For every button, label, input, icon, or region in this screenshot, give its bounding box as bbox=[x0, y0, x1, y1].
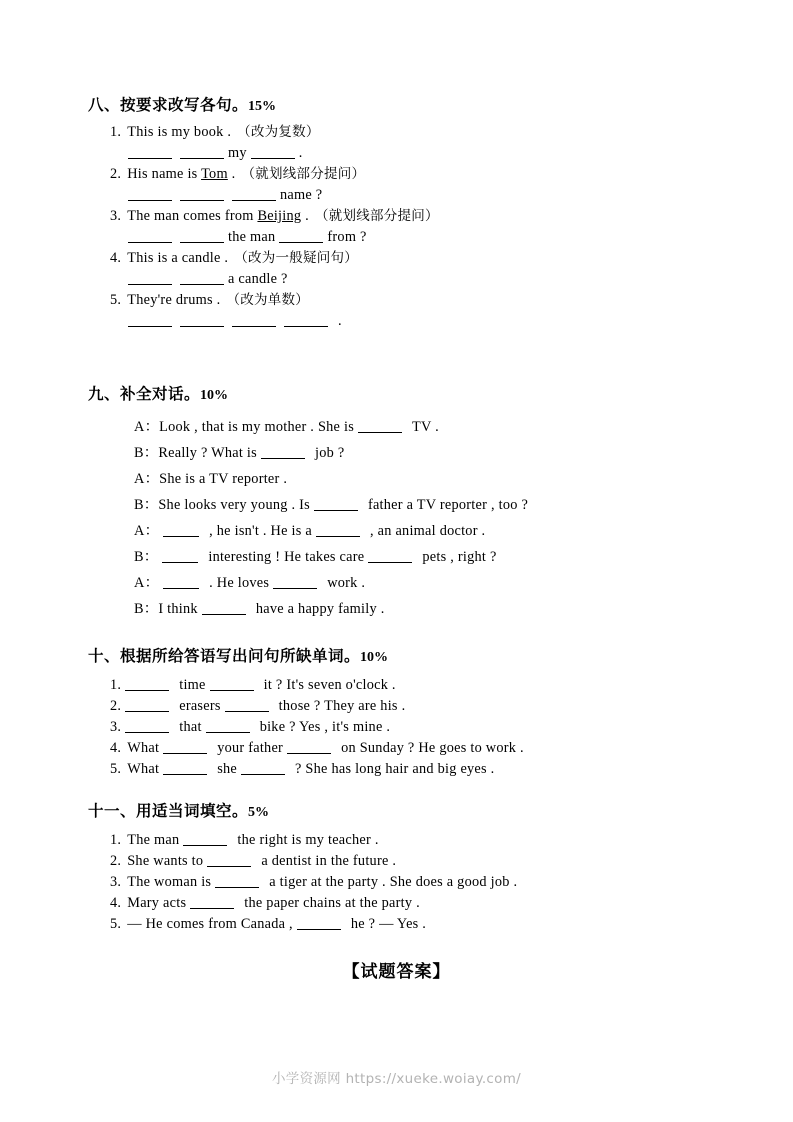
underlined-target: Tom bbox=[201, 165, 228, 182]
answer-fixed-text: from ? bbox=[327, 228, 367, 245]
answer-line bbox=[88, 227, 708, 248]
item-text-lead: The man bbox=[127, 831, 180, 848]
dialogue-line bbox=[88, 570, 708, 596]
section-eleven-title: 用适当词填空。 bbox=[136, 802, 249, 820]
section-ten-heading bbox=[88, 647, 708, 667]
item-number: 5. bbox=[110, 760, 122, 777]
section-ten-number: 十、 bbox=[88, 647, 121, 665]
item-text-tail: he ? — Yes . bbox=[350, 915, 427, 932]
answer-blank[interactable] bbox=[225, 699, 269, 712]
item-instruction: （就划线部分提问） bbox=[314, 207, 439, 224]
section-ten-items bbox=[88, 675, 708, 780]
item-number: 1. bbox=[110, 676, 122, 693]
answer-line bbox=[88, 269, 708, 290]
section-nine-heading bbox=[88, 385, 708, 405]
answer-blank[interactable] bbox=[368, 550, 412, 563]
section-ten-title: 根据所给答语写出问句所缺单词。 bbox=[120, 647, 361, 665]
section-eight-number: 八、 bbox=[88, 96, 121, 114]
section-ten bbox=[88, 647, 708, 780]
dialogue-speaker: A： bbox=[134, 470, 160, 487]
dialogue-speaker: B： bbox=[134, 600, 159, 617]
dialogue-text: interesting ! He takes care bbox=[208, 548, 365, 565]
question-item bbox=[88, 914, 708, 935]
section-eleven-heading bbox=[88, 802, 708, 822]
dialogue-speaker: B： bbox=[134, 496, 159, 513]
question-item bbox=[88, 738, 708, 759]
item-prompt-post: . bbox=[301, 207, 309, 224]
section-eight-title: 按要求改写各句。 bbox=[120, 96, 249, 114]
item-prompt: This is a candle . bbox=[127, 249, 229, 266]
answer-blank[interactable] bbox=[128, 272, 172, 285]
question-item bbox=[88, 717, 708, 738]
answer-blank[interactable] bbox=[215, 875, 259, 888]
item-prompt: His name is bbox=[127, 165, 202, 182]
answer-blank[interactable] bbox=[316, 524, 360, 537]
dialogue-text: Look , that is my mother . She is bbox=[159, 418, 355, 435]
section-nine-points: 10% bbox=[200, 388, 229, 403]
answer-blank[interactable] bbox=[128, 314, 172, 327]
question-item bbox=[88, 872, 708, 893]
item-text-lead: What bbox=[127, 739, 160, 756]
answer-blank[interactable] bbox=[180, 188, 224, 201]
answer-blank[interactable] bbox=[125, 699, 169, 712]
answer-line bbox=[88, 185, 708, 206]
item-text: that bbox=[179, 718, 202, 735]
item-number: 5. bbox=[110, 291, 122, 308]
item-number: 5. bbox=[110, 915, 122, 932]
item-text-tail: the paper chains at the party . bbox=[244, 894, 420, 911]
dialogue-text-tail: , an animal doctor . bbox=[370, 522, 486, 539]
answer-blank[interactable] bbox=[284, 314, 328, 327]
item-number: 3. bbox=[110, 207, 122, 224]
answer-blank[interactable] bbox=[128, 188, 172, 201]
answer-blank[interactable] bbox=[163, 762, 207, 775]
section-nine-dialogue bbox=[88, 414, 708, 622]
question-item bbox=[88, 122, 708, 143]
item-text-tail: it ? It's seven o'clock . bbox=[263, 676, 396, 693]
item-text-lead: Mary acts bbox=[127, 894, 187, 911]
answer-blank[interactable] bbox=[180, 314, 224, 327]
item-number: 4. bbox=[110, 894, 122, 911]
answer-blank[interactable] bbox=[202, 602, 246, 615]
question-item bbox=[88, 675, 708, 696]
item-number: 2. bbox=[110, 852, 122, 869]
answer-punct: . bbox=[338, 312, 342, 329]
question-item bbox=[88, 206, 708, 227]
dialogue-text-tail: work . bbox=[327, 574, 366, 591]
dialogue-text: . He loves bbox=[209, 574, 270, 591]
site-watermark: 小学资源网 https://xueke.woiay.com/ bbox=[271, 1071, 522, 1087]
question-item bbox=[88, 759, 708, 780]
item-text-lead: The woman is bbox=[127, 873, 212, 890]
underlined-target: Beijing bbox=[257, 207, 302, 224]
item-number: 3. bbox=[110, 718, 122, 735]
question-item bbox=[88, 851, 708, 872]
answer-blank[interactable] bbox=[279, 230, 323, 243]
answer-blank[interactable] bbox=[183, 833, 227, 846]
dialogue-line bbox=[88, 440, 708, 466]
question-item bbox=[88, 164, 708, 185]
answer-blank[interactable] bbox=[261, 446, 305, 459]
item-text-lead: What bbox=[127, 760, 160, 777]
answer-line bbox=[88, 143, 708, 164]
dialogue-text-tail: have a happy family . bbox=[255, 600, 385, 617]
answer-blank[interactable] bbox=[180, 230, 224, 243]
answer-blank[interactable] bbox=[287, 741, 331, 754]
dialogue-line bbox=[88, 596, 708, 622]
dialogue-line bbox=[88, 544, 708, 570]
answer-blank[interactable] bbox=[125, 678, 169, 691]
answer-blank[interactable] bbox=[180, 272, 224, 285]
dialogue-text: I think bbox=[158, 600, 198, 617]
item-prompt-post: . bbox=[227, 165, 236, 182]
answer-blank[interactable] bbox=[180, 146, 224, 159]
dialogue-speaker: A： bbox=[134, 522, 160, 539]
dialogue-line bbox=[88, 414, 708, 440]
dialogue-text-tail: father a TV reporter , too ? bbox=[367, 496, 529, 513]
dialogue-text-tail: pets , right ? bbox=[422, 548, 497, 565]
answer-blank[interactable] bbox=[210, 678, 254, 691]
answer-blank[interactable] bbox=[163, 741, 207, 754]
answer-blank[interactable] bbox=[297, 917, 341, 930]
question-item bbox=[88, 830, 708, 851]
question-item bbox=[88, 893, 708, 914]
answer-line bbox=[88, 311, 708, 332]
dialogue-speaker: A： bbox=[134, 418, 160, 435]
answer-blank[interactable] bbox=[241, 762, 285, 775]
answer-punct: . bbox=[298, 144, 303, 161]
item-number: 2. bbox=[110, 697, 122, 714]
section-eleven-items bbox=[88, 830, 708, 935]
item-instruction: （就划线部分提问） bbox=[241, 165, 366, 182]
answer-blank[interactable] bbox=[162, 550, 198, 563]
section-eleven bbox=[88, 802, 708, 935]
section-eight bbox=[88, 96, 708, 332]
question-item bbox=[88, 248, 708, 269]
item-text: time bbox=[179, 676, 206, 693]
item-number: 1. bbox=[110, 831, 122, 848]
item-text-tail: a tiger at the party . She does a good job . bbox=[269, 873, 518, 890]
item-instruction: （改为一般疑问句） bbox=[234, 249, 358, 266]
item-prompt: They're drums . bbox=[127, 291, 221, 308]
item-instruction: （改为单数） bbox=[226, 291, 310, 308]
item-text-tail: on Sunday ? He goes to work . bbox=[341, 739, 524, 756]
dialogue-text-tail: job ? bbox=[314, 444, 345, 461]
dialogue-text-tail: TV . bbox=[412, 418, 439, 435]
answer-blank[interactable] bbox=[163, 524, 199, 537]
answer-fixed-text: a candle ? bbox=[228, 270, 288, 287]
section-eight-points: 15% bbox=[248, 99, 277, 114]
item-text-lead: — He comes from Canada , bbox=[127, 915, 293, 932]
answer-blank[interactable] bbox=[232, 314, 276, 327]
dialogue-text: She looks very young . Is bbox=[158, 496, 310, 513]
answer-blank[interactable] bbox=[232, 188, 276, 201]
answer-blank[interactable] bbox=[163, 576, 199, 589]
answer-fixed-text: my bbox=[228, 144, 247, 161]
item-prompt: This is my book . bbox=[127, 123, 232, 140]
answer-blank[interactable] bbox=[273, 576, 317, 589]
item-text-tail: those ? They are his . bbox=[278, 697, 406, 714]
dialogue-text: Really ? What is bbox=[158, 444, 257, 461]
answer-blank[interactable] bbox=[128, 146, 172, 159]
dialogue-line bbox=[88, 518, 708, 544]
dialogue-speaker: B： bbox=[134, 444, 159, 461]
answer-blank[interactable] bbox=[190, 896, 234, 909]
item-text-lead: She wants to bbox=[127, 852, 204, 869]
item-text-tail: bike ? Yes , it's mine . bbox=[259, 718, 391, 735]
answer-blank[interactable] bbox=[314, 498, 358, 511]
section-ten-points: 10% bbox=[360, 650, 389, 665]
dialogue-speaker: B： bbox=[134, 548, 159, 565]
item-number: 2. bbox=[110, 165, 122, 182]
answer-blank[interactable] bbox=[128, 230, 172, 243]
dialogue-text: She is a TV reporter . bbox=[159, 470, 288, 487]
item-number: 4. bbox=[110, 249, 122, 266]
section-nine-number: 九、 bbox=[88, 385, 121, 403]
section-eight-heading bbox=[88, 96, 708, 116]
item-number: 3. bbox=[110, 873, 122, 890]
dialogue-line bbox=[88, 492, 708, 518]
answer-blank[interactable] bbox=[125, 720, 169, 733]
answer-blank[interactable] bbox=[207, 854, 251, 867]
item-prompt: The man comes from bbox=[127, 207, 258, 224]
section-eight-items bbox=[88, 122, 708, 332]
answer-blank[interactable] bbox=[358, 420, 402, 433]
item-instruction: （改为复数） bbox=[237, 123, 320, 140]
item-text: your father bbox=[217, 739, 284, 756]
item-number: 1. bbox=[110, 123, 122, 140]
item-text-tail: a dentist in the future . bbox=[261, 852, 397, 869]
item-number: 4. bbox=[110, 739, 122, 756]
answer-fixed-text: name ? bbox=[280, 186, 323, 203]
question-item bbox=[88, 290, 708, 311]
section-eleven-points: 5% bbox=[248, 805, 270, 820]
answer-blank[interactable] bbox=[206, 720, 250, 733]
answer-key-heading: 【试题答案】 bbox=[342, 962, 451, 982]
answer-blank[interactable] bbox=[251, 146, 295, 159]
item-text-tail: ? She has long hair and big eyes . bbox=[295, 760, 495, 777]
section-nine bbox=[88, 385, 708, 622]
dialogue-speaker: A： bbox=[134, 574, 160, 591]
answer-fixed-text: the man bbox=[228, 228, 276, 245]
question-item bbox=[88, 696, 708, 717]
item-text: she bbox=[217, 760, 238, 777]
dialogue-text: , he isn't . He is a bbox=[209, 522, 312, 539]
section-eleven-number: 十一、 bbox=[88, 802, 137, 820]
dialogue-line bbox=[88, 466, 708, 492]
item-text: erasers bbox=[179, 697, 221, 714]
section-nine-title: 补全对话。 bbox=[120, 385, 201, 403]
item-text-tail: the right is my teacher . bbox=[237, 831, 379, 848]
